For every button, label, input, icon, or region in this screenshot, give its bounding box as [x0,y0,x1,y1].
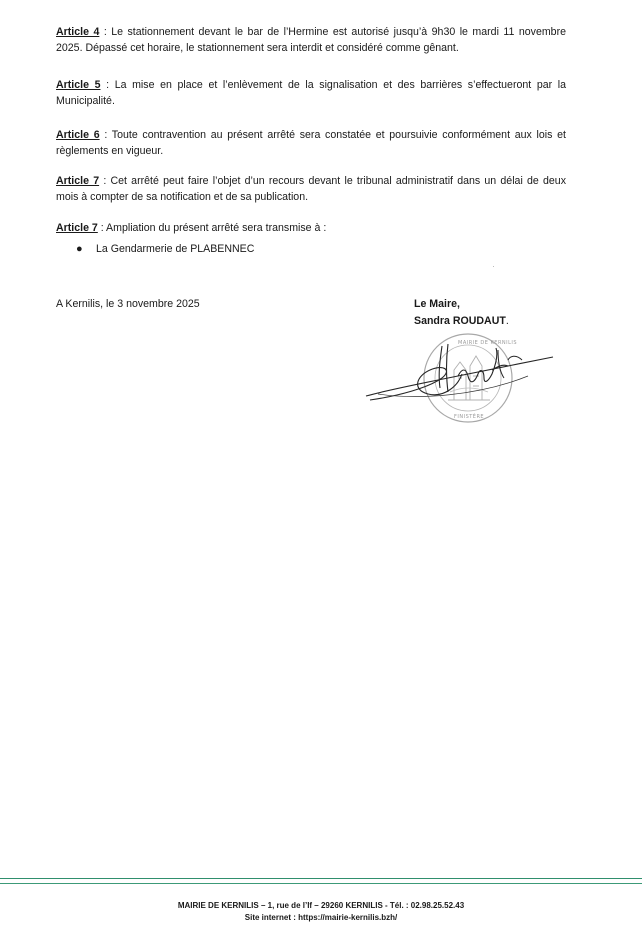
recipient-list-item [76,241,254,257]
article-5-paragraph [56,77,566,109]
footer-divider-top [0,878,642,879]
article-label: Article 7 [56,175,100,187]
signatory-role: Le Maire, [414,298,460,310]
footer-divider-bottom [0,883,642,884]
footer-address: MAIRIE DE KERNILIS – 1, rue de l’If – 29260 KERNILIS - Tél. : 02.98.25.52.43 [177,901,465,910]
article-text: : Cet arrêté peut faire l’objet d’un recours devant le tribunal administratif dans un délai de deux mois à compter de sa notification et de sa publication. [56,175,566,203]
article-text: : Le stationnement devant le bar de l’Hermine est autorisé jusqu’à 9h30 le mardi 11 novembre 2025. Dépassé cet horaire, le stationnement sera interdit et considéré comme gênant. [56,26,566,54]
recipient-text: La Gendarmerie de PLABENNEC [96,243,255,255]
svg-text:FINISTÈRE: FINISTÈRE [454,414,485,420]
article-4-paragraph [56,24,566,56]
place-and-date: A Kernilis, le 3 novembre 2025 [56,298,200,310]
official-stamp-icon [358,330,558,430]
svg-text:MAIRIE DE KERNILIS: MAIRIE DE KERNILIS [458,340,518,346]
signatory-block [414,296,509,330]
signatory-name: Sandra ROUDAUT [414,315,506,327]
article-text: : Ampliation du présent arrêté sera transmise à : [97,222,327,234]
footer-website: Site internet : https://mairie-kernilis.bzh/ [244,913,398,922]
article-label: Article 6 [56,129,100,141]
scan-speck [493,266,494,267]
article-7-paragraph [56,173,566,205]
article-6-paragraph [56,127,566,159]
article-label: Article 7 [56,222,98,234]
bullet-icon: ● [76,243,83,255]
stamp-and-signature [358,330,558,430]
article-text: : Toute contravention au présent arrêté sera constatée et poursuivie conformément aux lois et règlements en vigueur. [56,129,566,157]
article-label: Article 5 [56,79,101,91]
article-text: : La mise en place et l’enlèvement de la signalisation et des barrières s’effectueront par la Municipalité. [56,79,566,107]
article-label: Article 4 [56,26,100,38]
article-7b-paragraph [56,220,566,236]
signatory-name-suffix: . [505,315,509,327]
signatory-name-line [414,313,509,330]
